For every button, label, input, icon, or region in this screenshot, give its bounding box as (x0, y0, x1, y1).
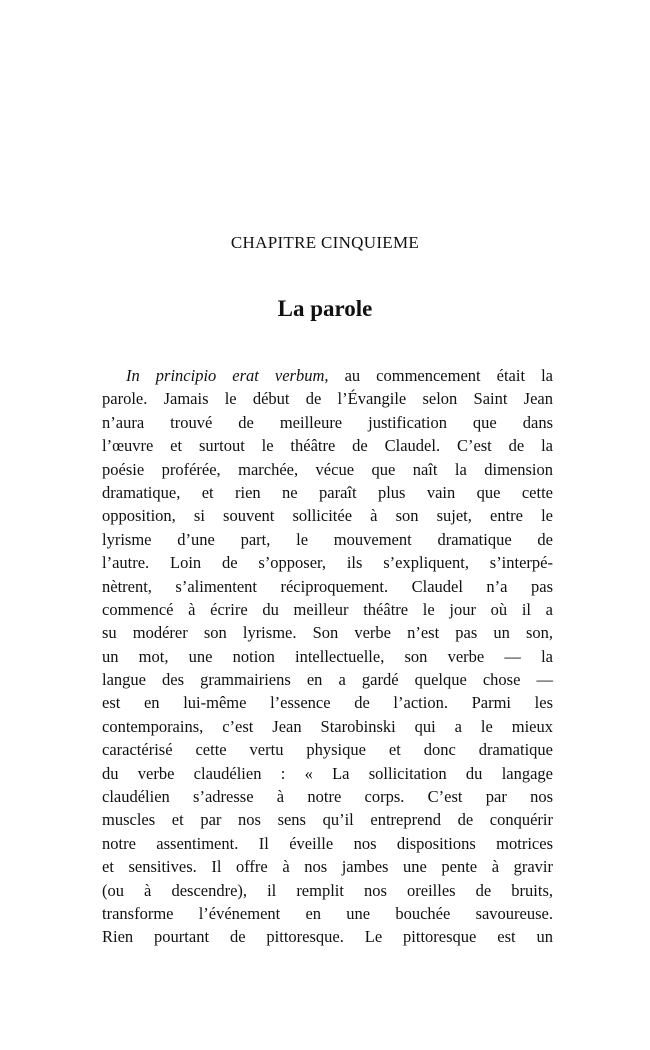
paragraph-line: langue des grammairiens en a gardé quelque chose — (102, 670, 553, 690)
paragraph-line: n’aura trouvé de meilleure justification que dans (102, 412, 553, 432)
paragraph-line: lyrisme d’une part, le mouvement dramatique de (102, 529, 553, 549)
chapter-title: La parole (277, 296, 373, 321)
paragraph-line: l’autre. Loin de s’opposer, ils s’expliquent, s’interpé- (102, 553, 553, 573)
paragraph-line: du verbe claudélien : « La sollicitation du langage (102, 763, 553, 783)
paragraph-line: notre assentiment. Il éveille nos dispositions motrices (102, 833, 553, 853)
paragraph-line: l’œuvre et surtout le théâtre de Claudel. C’est de la (102, 436, 553, 456)
paragraph-line: opposition, si souvent sollicitée à son sujet, entre le (102, 506, 553, 526)
paragraph-line: nètrent, s’alimentent réciproquement. Claudel n’a pas (102, 576, 553, 596)
paragraph-line: un mot, une notion intellectuelle, son verbe — la (102, 646, 553, 666)
paragraph-line: poésie proférée, marchée, vécue que naît la dimension (102, 459, 553, 479)
paragraph-line: Rien pourtant de pittoresque. Le pittoresque est un (102, 927, 553, 947)
latin-quote: In principio erat verbum, (126, 366, 329, 385)
paragraph-line: su modérer son lyrisme. Son verbe n’est pas un son, (102, 623, 553, 643)
paragraph-line: et sensitives. Il offre à nos jambes une pente à gravir (102, 857, 553, 877)
paragraph-line: contemporains, c’est Jean Starobinski qui a le mieux (102, 716, 553, 736)
paragraph-line: parole. Jamais le début de l’Évangile selon Saint Jean (102, 389, 553, 409)
paragraph-line: dramatique, et rien ne paraît plus vain que cette (102, 482, 553, 502)
paragraph-line: commencé à écrire du meilleur théâtre le jour où il a (102, 599, 553, 619)
paragraph-first-line (102, 364, 553, 387)
first-line-continuation: au commencement était la (328, 366, 553, 385)
body-paragraph (102, 364, 553, 949)
paragraph-line: transforme l’événement en une bouchée savoureuse. (102, 903, 553, 923)
paragraph-line: claudélien s’adresse à notre corps. C’est par nos (102, 787, 553, 807)
paragraph-line: caractérisé cette vertu physique et donc dramatique (102, 740, 553, 760)
paragraph-line: est en lui-même l’essence de l’action. Parmi les (102, 693, 553, 713)
paragraph-line: muscles et par nos sens qu’il entreprend de conquérir (102, 810, 553, 830)
paragraph-line: (ou à descendre), il remplit nos oreilles de bruits, (102, 880, 553, 900)
chapter-label: CHAPITRE CINQUIEME (230, 233, 420, 252)
